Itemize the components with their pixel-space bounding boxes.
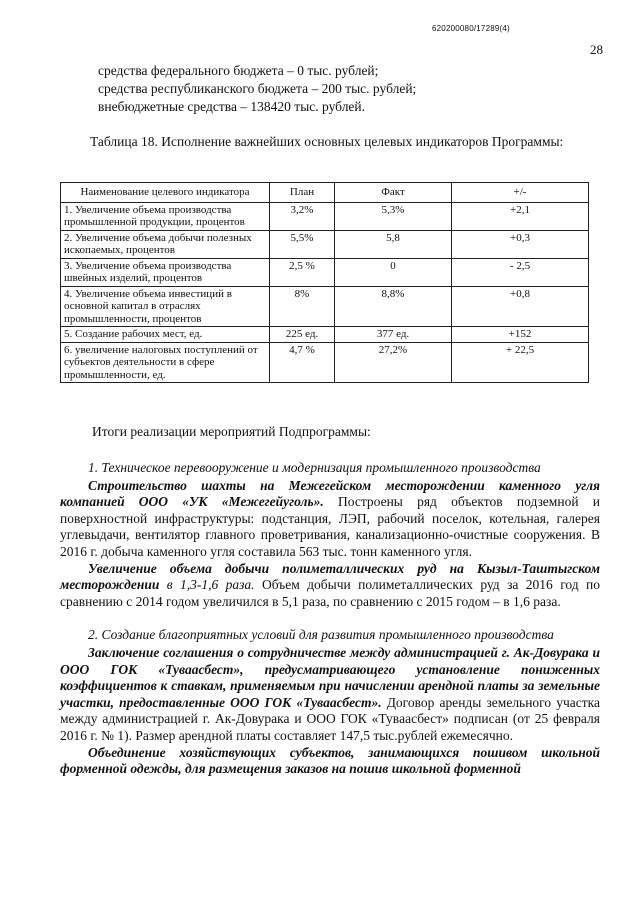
indicator-plan: 5,5% (270, 230, 335, 258)
indicator-plan: 3,2% (270, 202, 335, 230)
section-1-title: 1. Техническое перевооружение и модернизация промышленного производства (88, 460, 541, 475)
table-row (61, 202, 589, 230)
indicator-plan: 225 ед. (270, 327, 335, 343)
table-row (61, 342, 589, 383)
section-2-title: 2. Создание благоприятных условий для развития промышленного производства (88, 627, 554, 643)
table-row (61, 258, 589, 286)
indicator-name: 4. Увеличение объема инвестиций в основной капитал в отраслях промышленности, процентов (61, 286, 270, 327)
document-body (60, 460, 600, 778)
funding-extrabudget: внебюджетные средства – 138420 тыс. рублей. (98, 99, 366, 114)
table-row (61, 327, 589, 343)
indicator-diff: +152 (452, 327, 589, 343)
funding-list (98, 62, 416, 116)
funding-federal: средства федерального бюджета – 0 тыс. рублей; (98, 63, 379, 78)
table-header-row (61, 183, 589, 203)
indicator-diff: +0,8 (452, 286, 589, 327)
indicator-name: 6. увеличение налоговых поступлений от субъектов деятельности в сфере промышленности, ед. (61, 342, 270, 383)
document-id: 620200080/17289(4) (432, 24, 510, 33)
header-fact: Факт (335, 183, 452, 203)
indicator-plan: 2,5 % (270, 258, 335, 286)
funding-republic: средства республиканского бюджета – 200 тыс. рублей; (98, 81, 417, 96)
paragraph-lead: Заключение соглашения о сотрудничестве между администрацией г. Ак-Довурака и ООО ГОК «Тувaасбест», предусматривающего установление пониженных коэффициентов к ставкам, применяемым при начислении арендной платы за земельные участки, предоставленные ООО ГОК «Тувaасбест». (60, 644, 600, 710)
indicator-fact: 0 (335, 258, 452, 286)
indicator-name: 3. Увеличение объема производства швейных изделий, процентов (61, 258, 270, 286)
indicator-plan: 4,7 % (270, 342, 335, 383)
results-heading: Итоги реализации мероприятий Подпрограммы: (92, 424, 371, 439)
indicator-fact: 5,3% (335, 202, 452, 230)
indicator-diff: - 2,5 (452, 258, 589, 286)
paragraph-text: Построены ряд объектов подземной и поверхностной инфраструктуры: подстанция, ЛЭП, рабочий поселок, котельная, галерея углевыдачи, вентилятор главного проветривания, канализационно-очистные сооружения. В 2016 г. добыча каменного угля составила 563 тыс. тонн каменного угля. (60, 494, 600, 559)
paragraph-lead: Объединение хозяйствующих субъектов, занимающихся пошивом школьной форменной одежды, для размещения заказов на пошив школьной форменной (60, 744, 600, 777)
table-caption: Таблица 18. Исполнение важнейших основных целевых индикаторов Программы: (90, 134, 564, 149)
paragraph-italic: в 1,3-1,6 раза. (159, 577, 255, 593)
page-number: 28 (590, 42, 603, 57)
header-diff: +/- (452, 183, 589, 203)
indicator-plan: 8% (270, 286, 335, 327)
indicator-diff: +2,1 (452, 202, 589, 230)
indicator-name: 1. Увеличение объема производства промышленной продукции, процентов (61, 202, 270, 230)
paragraph-lead: Строительство шахты на Межегейском месторождении каменного угля компанией ООО «УК «Межегейуголь». (60, 477, 600, 510)
indicator-diff: +0,3 (452, 230, 589, 258)
paragraph-text: Объем добычи полиметаллических руд за 2016 год по сравнению с 2014 годом увеличился в 5,1 раза, по сравнению с 2015 годом – в 1,6 раза. (60, 577, 601, 609)
paragraph-ore-extraction (60, 561, 600, 611)
indicator-fact: 27,2% (335, 342, 452, 383)
paragraph-mine-construction (60, 478, 600, 561)
indicator-fact: 5,8 (335, 230, 452, 258)
paragraph-text: Договор аренды земельного участка между администрацией г. Ак-Довурака и ООО ГОК «Тувaасбест» подписан (от 25 февраля 2016 г. № 1). Размер арендной платы составляет 147,5 тыс.рублей ежемесячно. (60, 694, 600, 743)
indicator-fact: 377 ед. (335, 327, 452, 343)
table-row (61, 230, 589, 258)
paragraph-uniform-sewing (60, 745, 600, 778)
indicator-name: 2. Увеличение объема добычи полезных ископаемых, процентов (61, 230, 270, 258)
paragraph-lead: Увеличение объема добычи полиметаллических руд на Кызыл-Таштыгском месторождении (60, 560, 600, 593)
indicator-diff: + 22,5 (452, 342, 589, 383)
header-indicator: Наименование целевого индикатора (61, 183, 270, 203)
table-row (61, 286, 589, 327)
indicator-fact: 8,8% (335, 286, 452, 327)
header-plan: План (270, 183, 335, 203)
indicator-name: 5. Создание рабочих мест, ед. (61, 327, 270, 343)
indicators-table (60, 182, 589, 383)
paragraph-agreement (60, 645, 600, 745)
